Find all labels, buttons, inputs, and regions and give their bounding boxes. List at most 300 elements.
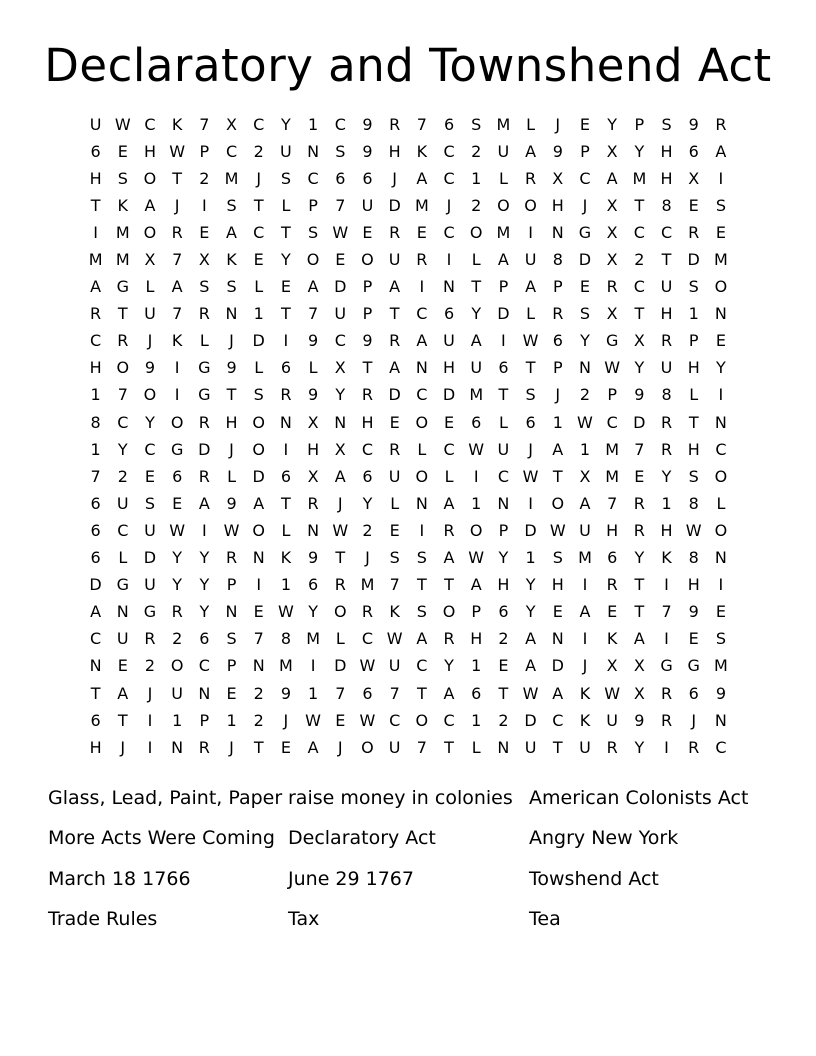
grid-letter: N (714, 548, 727, 568)
grid-letter: P (580, 141, 590, 161)
grid-letter: Y (199, 548, 210, 568)
grid-letter: S (579, 304, 591, 324)
grid-letter: 1 (552, 412, 563, 432)
grid-letter: U (144, 304, 156, 324)
grid-letter: C (361, 439, 374, 459)
grid-letter: 1 (308, 114, 319, 134)
grid-letter: 2 (253, 141, 264, 161)
grid-letter: A (90, 602, 102, 622)
grid-letter: D (687, 250, 700, 270)
grid-letter: I (718, 575, 724, 595)
grid-letter: C (416, 385, 428, 405)
grid-letter: A (633, 629, 645, 649)
grid-letter: E (634, 466, 645, 486)
grid-letter: G (660, 656, 673, 676)
grid-letter: E (416, 222, 427, 242)
grid-letter: P (308, 195, 318, 215)
grid-letter: M (224, 168, 239, 188)
grid-letter: E (144, 466, 156, 486)
grid-letter: I (419, 277, 425, 297)
grid-letter: 2 (172, 629, 183, 649)
grid-letter: 1 (308, 683, 319, 703)
grid-letter: 2 (579, 385, 591, 405)
grid-letter: N (714, 412, 727, 432)
grid-letter: H (143, 141, 156, 161)
grid-letter: O (469, 520, 483, 540)
grid-letter: J (528, 439, 533, 459)
grid-letter: Y (580, 331, 590, 351)
grid-letter: 6 (280, 358, 291, 378)
grid-letter: 9 (362, 331, 373, 351)
grid-letter: M (632, 168, 647, 188)
grid-letter: O (442, 602, 456, 622)
grid-letter: 9 (362, 141, 373, 161)
grid-letter: N (551, 629, 564, 649)
grid-letter: S (715, 195, 726, 215)
grid-letter: R (307, 493, 319, 513)
grid-letter: Y (281, 114, 291, 134)
grid-letter: C (497, 466, 509, 486)
grid-letter: E (715, 331, 726, 351)
grid-letter: 6 (172, 466, 183, 486)
grid-letter: T (471, 277, 482, 297)
grid-letter: T (389, 304, 400, 324)
grid-letter: X (307, 412, 319, 432)
grid-letter: T (90, 195, 101, 215)
grid-letter: I (419, 520, 425, 540)
grid-letter: T (498, 683, 509, 703)
grid-row (82, 734, 735, 761)
grid-letter: Y (471, 304, 482, 324)
grid-letter: I (664, 575, 669, 595)
grid-letter: 7 (335, 195, 346, 215)
grid-letter: D (524, 520, 537, 540)
grid-letter: U (388, 656, 401, 676)
grid-letter: 6 (362, 466, 373, 486)
grid-letter: S (389, 548, 400, 568)
grid-letter: R (389, 331, 401, 351)
grid-letter: X (606, 250, 618, 270)
grid-letter: I (147, 710, 153, 730)
grid-letter: O (170, 412, 184, 432)
grid-letter: I (664, 737, 669, 757)
grid-letter: E (335, 250, 346, 270)
grid-letter: W (522, 331, 539, 351)
grid-letter: G (143, 602, 157, 622)
grid-letter: R (198, 737, 210, 757)
grid-letter: D (524, 710, 537, 730)
grid-letter: R (225, 548, 238, 568)
grid-letter: H (361, 412, 374, 432)
grid-letter: 7 (172, 250, 183, 270)
grid-letter: U (361, 195, 374, 215)
grid-letter: R (443, 629, 455, 649)
grid-letter: 9 (308, 385, 319, 405)
grid-letter: W (169, 520, 186, 540)
grid-letter: W (359, 656, 376, 676)
grid-letter: 8 (90, 412, 101, 432)
grid-letter: O (714, 277, 728, 297)
grid-letter: N (252, 656, 265, 676)
grid-letter: 2 (498, 629, 509, 649)
grid-letter: W (223, 520, 240, 540)
grid-letter: S (416, 548, 427, 568)
grid-letter: 1 (471, 656, 482, 676)
grid-letter: D (388, 385, 401, 405)
grid-letter: J (582, 656, 588, 676)
grid-letter: 7 (389, 683, 400, 703)
grid-letter: P (471, 602, 482, 622)
grid-letter: 1 (471, 710, 482, 730)
grid-letter: T (661, 250, 672, 270)
grid-letter: K (416, 141, 428, 161)
grid-letter: 2 (362, 520, 373, 540)
grid-letter: 6 (335, 168, 346, 188)
grid-letter: 6 (308, 575, 319, 595)
word-list-row (48, 899, 788, 939)
grid-letter: X (606, 222, 618, 242)
grid-letter: D (442, 385, 456, 405)
grid-letter: 9 (688, 602, 699, 622)
grid-letter: A (443, 683, 455, 703)
grid-letter: J (555, 114, 561, 134)
grid-letter: A (443, 493, 455, 513)
grid-letter: E (715, 222, 726, 242)
grid-letter: A (443, 548, 455, 568)
grid-letter: 9 (226, 493, 237, 513)
grid-letter: J (147, 683, 153, 703)
grid-letter: R (334, 575, 346, 595)
grid-letter: 6 (471, 683, 482, 703)
grid-letter: S (715, 629, 726, 649)
grid-letter: U (388, 737, 401, 757)
grid-letter: E (688, 629, 699, 649)
grid-letter: U (497, 141, 510, 161)
grid-letter: R (198, 304, 210, 324)
grid-letter: E (280, 277, 291, 297)
grid-letter: 9 (308, 548, 319, 568)
grid-letter: L (199, 331, 209, 351)
grid-letter: T (688, 412, 699, 432)
grid-letter: R (90, 304, 102, 324)
grid-letter: O (469, 222, 483, 242)
grid-letter: J (229, 331, 234, 351)
grid-letter: M (496, 222, 511, 242)
grid-letter: P (552, 358, 563, 378)
grid-letter: T (172, 168, 183, 188)
grid-letter: W (522, 683, 539, 703)
grid-letter: H (660, 304, 673, 324)
grid-letter: H (687, 439, 700, 459)
grid-letter: W (468, 439, 485, 459)
grid-letter: C (416, 304, 428, 324)
grid-letter: W (386, 629, 403, 649)
grid-letter: T (281, 493, 291, 513)
grid-letter: T (634, 575, 645, 595)
grid-letter: I (283, 439, 289, 459)
grid-letter: A (307, 277, 319, 297)
grid-row (82, 274, 735, 301)
grid-letter: O (333, 602, 347, 622)
grid-letter: I (201, 520, 207, 540)
grid-letter: M (115, 250, 130, 270)
grid-letter: L (227, 466, 236, 486)
grid-letter: 1 (90, 439, 101, 459)
grid-letter: L (118, 548, 128, 568)
grid-row (82, 409, 735, 436)
grid-letter: W (604, 683, 621, 703)
grid-letter: E (172, 493, 183, 513)
grid-letter: L (417, 439, 427, 459)
word-list-item: More Acts Were Coming (48, 827, 275, 850)
grid-letter: Y (145, 412, 155, 432)
grid-letter: H (307, 439, 320, 459)
grid-letter: M (306, 629, 320, 649)
grid-letter: X (633, 331, 645, 351)
grid-letter: R (633, 493, 645, 513)
grid-letter: 7 (335, 683, 346, 703)
grid-letter: W (277, 602, 294, 622)
grid-letter: O (361, 737, 374, 757)
grid-letter: H (660, 168, 673, 188)
grid-letter: E (226, 683, 237, 703)
grid-letter: Y (498, 548, 509, 568)
word-list-item: Tea (529, 908, 561, 931)
grid-letter: C (443, 439, 455, 459)
grid-letter: 1 (253, 304, 264, 324)
grid-letter: M (279, 656, 293, 676)
grid-letter: X (633, 656, 645, 676)
grid-letter: J (147, 331, 153, 351)
grid-letter: T (634, 304, 645, 324)
grid-letter: N (578, 358, 591, 378)
grid-letter: H (660, 520, 673, 540)
grid-letter: Y (634, 358, 645, 378)
grid-letter: 7 (199, 114, 210, 134)
grid-letter: M (496, 114, 511, 134)
grid-letter: R (117, 331, 129, 351)
grid-letter: H (388, 141, 401, 161)
grid-letter: W (577, 412, 593, 432)
grid-letter: K (280, 548, 292, 568)
grid-letter: Y (172, 548, 183, 568)
grid-letter: N (307, 520, 320, 540)
grid-letter: E (552, 602, 563, 622)
word-list-item: Glass, Lead, Paint, Paper (48, 787, 283, 810)
grid-letter: Y (525, 575, 536, 595)
grid-letter: L (308, 358, 318, 378)
grid-letter: G (116, 277, 129, 297)
grid-letter: A (389, 358, 401, 378)
grid-letter: J (555, 385, 561, 405)
grid-letter: J (337, 493, 343, 513)
grid-letter: J (256, 168, 262, 188)
grid-letter: 6 (90, 548, 101, 568)
grid-letter: U (171, 683, 184, 703)
grid-letter: D (334, 656, 347, 676)
grid-letter: P (607, 385, 617, 405)
grid-letter: T (281, 304, 291, 324)
grid-letter: S (199, 277, 210, 297)
grid-letter: 2 (634, 250, 645, 270)
grid-letter: Y (444, 656, 454, 676)
grid-letter: C (715, 737, 727, 757)
grid-letter: A (525, 629, 537, 649)
page-title: Declaratory and Townshend Act (44, 39, 772, 92)
grid-letter: E (362, 222, 373, 242)
grid-letter: R (606, 737, 618, 757)
grid-letter: W (359, 710, 376, 730)
grid-letter: L (471, 737, 481, 757)
word-list-item: Tax (288, 908, 320, 931)
grid-letter: S (226, 629, 237, 649)
grid-letter: M (360, 575, 375, 595)
grid-letter: I (147, 737, 153, 757)
grid-letter: P (199, 141, 210, 161)
grid-letter: C (443, 141, 455, 161)
grid-letter: 6 (443, 304, 455, 324)
grid-letter: R (198, 412, 210, 432)
grid-letter: A (525, 656, 537, 676)
grid-letter: X (688, 168, 700, 188)
grid-letter: I (582, 629, 588, 649)
grid-letter: 6 (90, 141, 101, 161)
grid-letter: 1 (280, 575, 291, 595)
grid-letter: C (443, 222, 455, 242)
grid-letter: 6 (280, 466, 291, 486)
grid-letter: L (498, 412, 508, 432)
grid-letter: D (388, 195, 401, 215)
grid-letter: X (334, 358, 346, 378)
grid-letter: 6 (498, 602, 509, 622)
grid-letter: P (226, 575, 237, 595)
grid-letter: H (660, 141, 673, 161)
grid-letter: O (714, 466, 728, 486)
grid-letter: 1 (226, 710, 237, 730)
grid-letter: X (226, 114, 238, 134)
grid-letter: T (335, 548, 346, 568)
grid-letter: L (254, 277, 264, 297)
grid-letter: T (117, 710, 128, 730)
grid-letter: U (579, 737, 591, 757)
grid-letter: 1 (90, 385, 101, 405)
grid-letter: J (120, 737, 126, 757)
grid-letter: H (551, 195, 564, 215)
grid-letter: S (688, 466, 699, 486)
grid-letter: O (714, 520, 728, 540)
grid-letter: E (498, 656, 509, 676)
grid-letter: L (281, 195, 291, 215)
grid-letter: C (361, 629, 374, 649)
grid-letter: L (716, 493, 726, 513)
grid-letter: E (607, 602, 618, 622)
grid-letter: O (116, 358, 130, 378)
grid-row (82, 545, 735, 572)
grid-letter: C (90, 629, 102, 649)
grid-letter: D (633, 412, 646, 432)
grid-letter: U (470, 358, 483, 378)
grid-letter: K (579, 710, 591, 730)
grid-letter: U (497, 439, 510, 459)
grid-letter: C (552, 710, 564, 730)
grid-letter: 9 (715, 683, 726, 703)
grid-letter: 2 (117, 466, 128, 486)
grid-letter: X (606, 141, 618, 161)
grid-letter: Y (172, 575, 183, 595)
grid-letter: X (606, 304, 618, 324)
grid-letter: A (525, 141, 537, 161)
grid-row (82, 626, 735, 653)
grid-letter: G (198, 385, 211, 405)
grid-letter: X (144, 250, 156, 270)
grid-letter: 9 (226, 358, 237, 378)
grid-letter: I (174, 358, 180, 378)
grid-letter: C (253, 222, 265, 242)
grid-letter: 8 (661, 195, 672, 215)
word-list-row (48, 818, 788, 858)
grid-letter: S (226, 195, 237, 215)
grid-letter: R (416, 250, 428, 270)
grid-letter: R (280, 385, 292, 405)
grid-letter: Y (335, 385, 346, 405)
grid-letter: W (468, 548, 485, 568)
grid-letter: I (528, 493, 533, 513)
grid-letter: A (470, 331, 482, 351)
grid-letter: K (117, 195, 129, 215)
grid-letter: L (526, 304, 536, 324)
grid-letter: W (332, 222, 349, 242)
grid-letter: N (279, 412, 292, 432)
grid-letter: N (415, 493, 428, 513)
grid-letter: I (201, 195, 207, 215)
grid-letter: R (389, 114, 401, 134)
grid-letter: A (307, 737, 319, 757)
grid-letter: A (416, 629, 428, 649)
grid-letter: R (361, 385, 374, 405)
grid-letter: 6 (525, 412, 536, 432)
word-list-item: Angry New York (529, 827, 679, 850)
grid-letter: T (416, 683, 427, 703)
grid-letter: T (117, 304, 128, 324)
grid-letter: O (252, 412, 266, 432)
grid-row (82, 355, 735, 382)
grid-letter: Y (634, 548, 645, 568)
grid-letter: N (415, 358, 428, 378)
grid-letter: 9 (634, 710, 645, 730)
grid-letter: U (524, 250, 537, 270)
grid-letter: C (117, 412, 129, 432)
grid-letter: A (497, 250, 509, 270)
word-list-item: June 29 1767 (288, 867, 414, 890)
grid-letter: 9 (688, 114, 699, 134)
grid-letter: A (198, 493, 210, 513)
grid-letter: I (528, 222, 533, 242)
grid-letter: R (660, 331, 673, 351)
grid-letter: C (144, 114, 156, 134)
grid-letter: J (392, 168, 398, 188)
grid-letter: P (362, 304, 373, 324)
grid-letter: I (664, 629, 669, 649)
grid-letter: R (606, 575, 618, 595)
grid-letter: R (660, 710, 673, 730)
grid-letter: J (582, 195, 588, 215)
grid-letter: E (117, 141, 128, 161)
grid-letter: R (443, 520, 455, 540)
grid-letter: A (715, 141, 727, 161)
grid-letter: K (389, 602, 400, 622)
grid-row (82, 436, 735, 463)
grid-letter: 1 (688, 304, 699, 324)
